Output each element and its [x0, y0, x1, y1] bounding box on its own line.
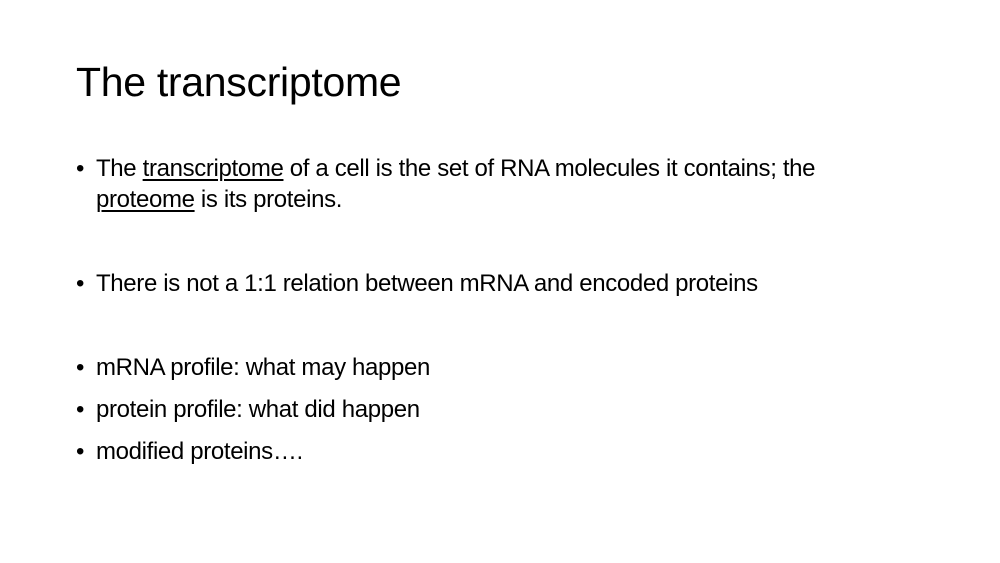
underlined-term-transcriptome: transcriptome	[142, 155, 284, 182]
underlined-term-proteome: proteome	[96, 186, 195, 213]
bullet-item-transcriptome-definition	[76, 153, 815, 215]
bullet-marker: •	[76, 438, 85, 465]
bullet-text: There is not a 1:1 relation between mRNA and encoded proteins	[96, 270, 758, 297]
bullet-text: modified proteins….	[96, 438, 303, 465]
bullet-item-modified-proteins	[76, 436, 303, 467]
bullet-text-segment: of a cell is the set of RNA molecules it contains; the	[283, 155, 816, 182]
bullet-marker: •	[76, 270, 85, 297]
bullet-marker: •	[76, 396, 85, 423]
bullet-text-segment: The	[96, 155, 143, 182]
bullet-item-mrna-profile	[76, 352, 430, 383]
bullet-text	[96, 153, 815, 215]
bullet-item-protein-profile	[76, 394, 420, 425]
bullet-marker: •	[76, 354, 85, 381]
bullet-marker: •	[76, 155, 85, 182]
bullet-item-relation	[76, 268, 758, 299]
bullet-text-segment: is its proteins.	[194, 186, 343, 213]
bullet-text: protein profile: what did happen	[96, 396, 420, 423]
bullet-text: mRNA profile: what may happen	[96, 354, 431, 381]
slide-title: The transcriptome	[76, 59, 402, 105]
